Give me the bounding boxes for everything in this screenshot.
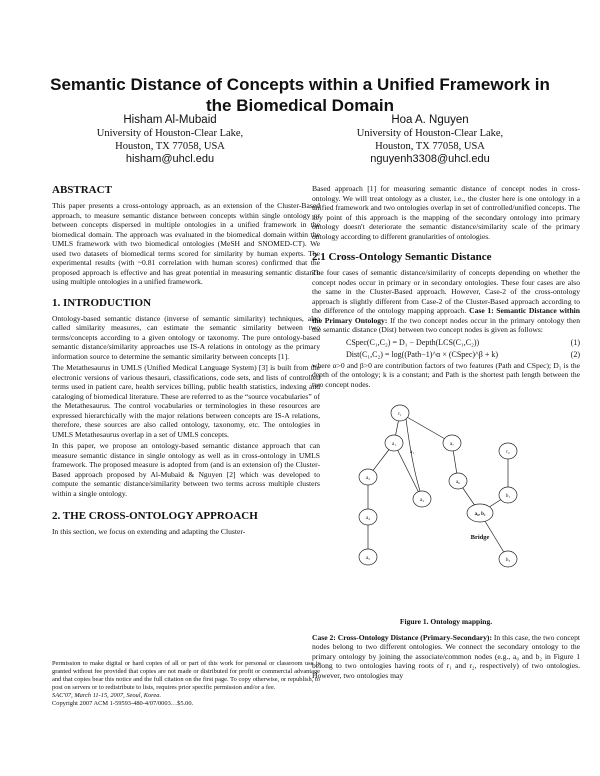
author-address: Houston, TX 77058, USA xyxy=(115,141,225,152)
node-label: a₇ xyxy=(450,442,454,447)
node-label: a₁ xyxy=(392,442,396,447)
node-label: b₃ xyxy=(505,558,511,563)
equation-number: (1) xyxy=(570,337,580,347)
node-label: b₁ xyxy=(505,494,511,499)
intro-paragraph: In this paper, we propose an ontology-based semantic distance approach that can measure semantic distance in single ontology as well as in cross-ontology in UMLS framework. The proposed measure is adopted from (and is an extension of) the Cluster-Based approach proposed by Al-Mubaid & Nguyen [2] which was developed to compute the semantic distance/similarity between two terms across multiple clusters within a single ontology. xyxy=(52,441,320,498)
intro-paragraph: Ontology-based semantic distance (inverse of semantic similarity) techniques, also called similarity measures, can estimate the semantic similarity between two terms/concepts according to a given ontology or taxonomy. The pure ontology-based semantic distance/similarity approaches use IS-A relations in ontology as the primary information source to determine the semantic similarity between concepts [1]. xyxy=(52,313,320,361)
node-label: r₁ xyxy=(398,412,402,417)
equation-2 xyxy=(312,349,580,361)
case-1-label: Case 1: Semantic Distance within the Primary Ontology: xyxy=(312,306,580,325)
author-name: Hisham Al-Mubaid xyxy=(123,114,217,126)
node-label: a₆ xyxy=(456,480,460,485)
author-block-1 xyxy=(40,114,300,166)
equation-1 xyxy=(312,337,580,349)
author-email[interactable]: nguyenh3308@uhcl.edu xyxy=(370,153,490,165)
case-2-label: Case 2: Cross-Ontology Distance (Primary-Secondary): xyxy=(312,632,492,642)
node-label: a₃ xyxy=(420,498,424,503)
cross-ontology-text: In this section, we focus on extending and adapting the Cluster- xyxy=(52,527,246,536)
footnote xyxy=(52,660,320,708)
case-1-text: If the two concept nodes occur in the primary ontology then the semantic distance (Dist) between two concept nodes is given as follows: xyxy=(312,315,581,334)
section-2-1-intro: The four cases of semantic distance/similarity of concepts depending on whether the concept nodes occur in primary or in secondary ontologies. These four cases are also the same in the Cluster-Based approach. However, Case-2 of the cross-ontology approach is slightly different from Case-2 of the Cluster-Based approach according to the difference of the ontology mapping approach. xyxy=(312,268,580,315)
author-affiliation: University of Houston-Clear Lake, xyxy=(96,128,244,139)
equation-body: CSpec(C₁,C₂) = D₁ − Depth(LCS(C₁,C₂)) xyxy=(346,337,480,347)
paper-title: Semantic Distance of Concepts within a Unified Framework in the Biomedical Domain xyxy=(50,75,550,115)
equation-explanation: where α>0 and β>0 are contribution factors of two features (Path and CSpec); D₁ is the depth of the ontology; k is a constant; and Path is the shortest path length between the two concept nodes. xyxy=(312,360,580,389)
equation-body: Dist(C₁,C₂) = log((Path−1)^α × (CSpec)^β + k) xyxy=(346,349,499,359)
permission-notice: Permission to make digital or hard copies of all or part of this work for personal or classroom use is granted without fee provided that copies are not made or distributed for profit or commercial advantage and that copies bear this notice and the full citation on the first page. To copy otherwise, or republish, to post on servers or to redistribute to lists, requires prior specific permission and/or a fee. xyxy=(52,660,320,691)
case-2-text: In this case, the two concept nodes belong to two different ontologies. We connect the secondary ontology to the primary ontology by joining the associate/common nodes (e.g., a₀ and b₂ in Figure 1 belong to two ontologies having roots of r₁ and r₂, respectively) of two ontologies. However, two ontologies may xyxy=(312,632,580,680)
introduction-heading: 1. INTRODUCTION xyxy=(52,296,152,309)
cross-ontology-continuation: Based approach [1] for measuring semantic distance of concept nodes in cross-ontology. We will treat ontology as a cluster, i.e., the cluster here is one ontology in a unified framework and two ontologies overlap in set of controlled/unified concepts. The key point of this approach is the mapping of the secondary ontology into primary ontology doesn't deteriorate the semantic distance/similarity scale of the primary ontology according to different granularities of ontologies. xyxy=(312,184,580,241)
node-label: a₁ xyxy=(410,450,414,455)
equation-number: (2) xyxy=(570,349,580,359)
section-2-1-heading: 2.1 Cross-Ontology Semantic Distance xyxy=(312,251,492,263)
abstract-text: This paper presents a cross-ontology approach, as an extension of the Cluster-Based approach, to measure semantic distance between concepts within single ontology or between concepts dispersed in multiple ontologies in a unified framework in the biomedical domain. The approach was evaluated in the biomedical domain within the UMLS framework with two biomedical ontologies (MeSH and SNOMED-CT). We used two datasets of biomedical terms scored for similarity by human experts. The experimental results (with ~0.81 correlation with human scores) confirmed that the proposed approach is effective and has great potential in measuring semantic distance using multiple ontologies in a unified framework. xyxy=(52,201,320,286)
author-email[interactable]: hisham@uhcl.edu xyxy=(125,153,215,165)
abstract-heading: ABSTRACT xyxy=(52,184,112,196)
right-column xyxy=(312,184,580,682)
node-label: a₅ xyxy=(366,556,370,561)
node-label: a₂ xyxy=(366,476,370,481)
bridge-path xyxy=(406,419,420,491)
author-address: Houston, TX 77058, USA xyxy=(375,141,485,152)
author-name: Hoa A. Nguyen xyxy=(391,114,469,126)
author-affiliation: University of Houston-Clear Lake, xyxy=(356,128,504,139)
venue-line: SAC'07, March 11-15, 2007, Seoul, Korea. xyxy=(52,692,162,699)
node-label: a₀, b₂ xyxy=(474,512,486,517)
left-column xyxy=(52,184,320,539)
figure-caption: Figure 1. Ontology mapping. xyxy=(399,617,493,626)
author-block-2 xyxy=(300,114,560,166)
bridge-label: Bridge xyxy=(470,534,490,541)
case-2-paragraph xyxy=(312,633,580,681)
node-label: a₄ xyxy=(366,516,370,521)
intro-paragraph: The Metathesaurus in UMLS (Unified Medical Language System) [3] is built from the electronic versions of various thesauri, classifications, code sets, and lists of controlled terms used in patient care, health services billing, public health statistics, indexing and cataloging of biomedical literature. These are referred to as the “source vocabularies” of the Metathesaurus. The control vocabularies or terminologies in these resources are expressed hierarchically with the major relations between concepts are IS-A relations, therefore, these sources are also called ontology, taxonomy, etc. The ontologies in UMLS Metathesaurus overlap in a set of UMLS concepts. xyxy=(52,363,320,439)
ontology-figure xyxy=(312,395,580,615)
ontology-graph xyxy=(312,395,580,615)
graph-nodes xyxy=(359,405,517,567)
copyright-line: Copyright 2007 ACM 1-59593-480-4/07/0003…$5.00. xyxy=(52,700,194,707)
cross-ontology-heading: 2. THE CROSS-ONTOLOGY APPROACH xyxy=(52,510,258,522)
section-2-1-text xyxy=(312,268,580,335)
node-label: r₂ xyxy=(506,450,510,455)
